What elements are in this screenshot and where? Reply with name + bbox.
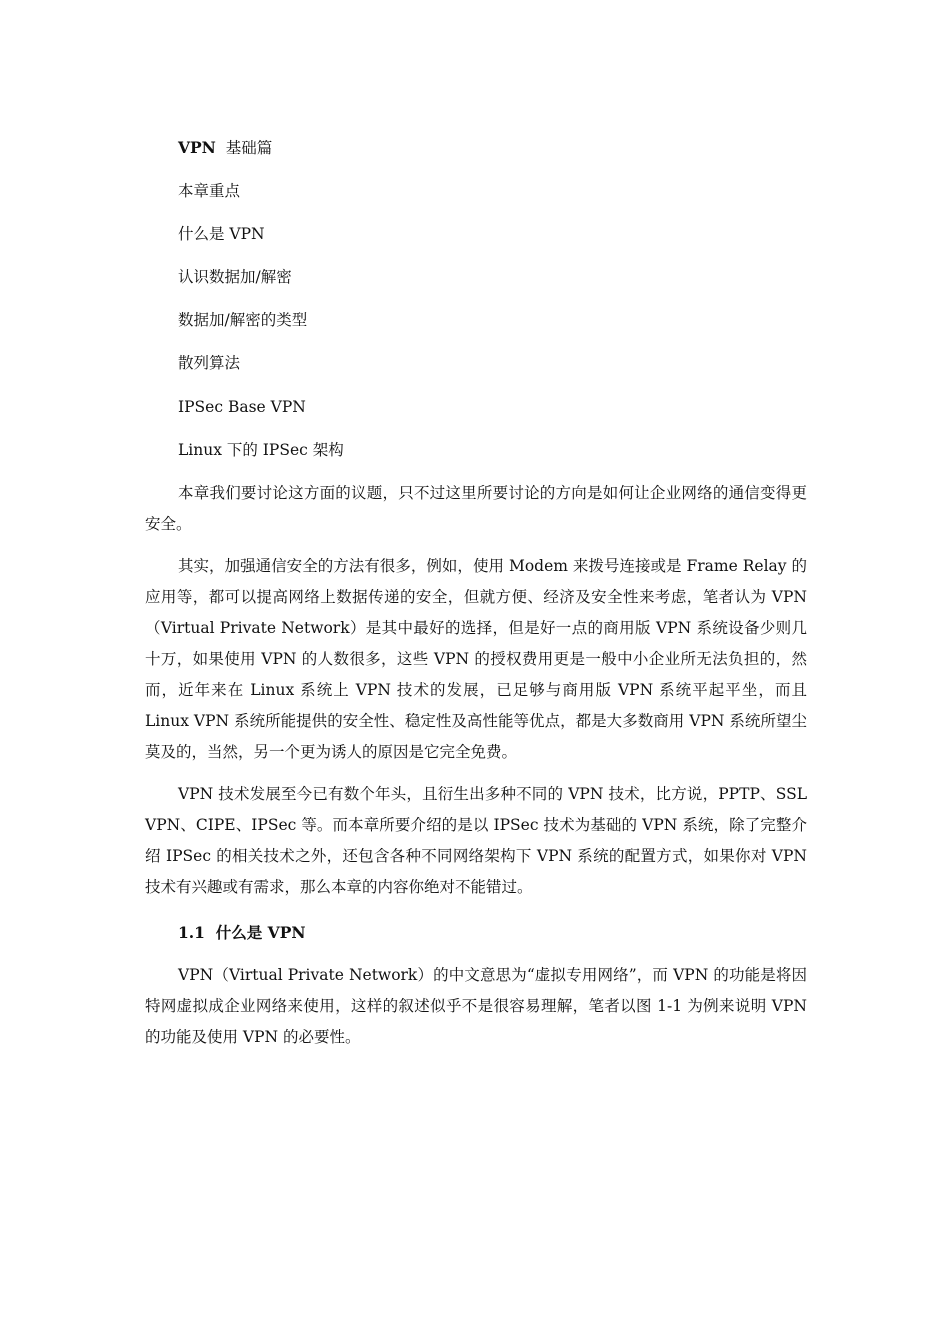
body-paragraph: VPN 技术发展至今已有数个年头，且衍生出多种不同的 VPN 技术，比方说，PPTP、SSL VPN、CIPE、IPSec 等。而本章所要介绍的是以 IPSec 技术为基础的 VPN 系统，除了完整介绍 IPSec 的相关技术之外，还包含各种不同网络架构下 VPN 系统的配置方式，如果你对 VPN 技术有兴趣或有需求，那么本章的内容你绝对不能错过。	[145, 785, 807, 896]
chapter-heading-rest: 基础篇	[225, 139, 273, 157]
section-number: 1.1	[178, 923, 205, 942]
section-paragraph: VPN（Virtual Private Network）的中文意思为“虚拟专用网络”，而 VPN 的功能是将因特网虚拟成企业网络来使用，这样的叙述似乎不是很容易理解，笔者以图 1-1 为例来说明 VPN 的功能及使用 VPN 的必要性。	[145, 966, 807, 1046]
key-point-item: Linux 下的 IPSec 架构	[178, 441, 344, 459]
body-paragraph: 本章我们要讨论这方面的议题，只不过这里所要讨论的方向是如何让企业网络的通信变得更安全。	[145, 484, 807, 533]
chapter-heading	[178, 138, 272, 158]
key-points-title: 本章重点	[178, 182, 241, 200]
section-heading	[178, 923, 306, 943]
key-point-item: 数据加/解密的类型	[178, 311, 308, 329]
key-point-item: 认识数据加/解密	[178, 268, 292, 286]
key-point-item: 散列算法	[178, 354, 241, 372]
chapter-heading-bold: VPN	[178, 138, 216, 157]
section-title: 什么是 VPN	[215, 923, 306, 942]
key-point-item: 什么是 VPN	[178, 225, 265, 243]
key-point-item: IPSec Base VPN	[178, 398, 306, 416]
body-paragraph: 其实，加强通信安全的方法有很多，例如，使用 Modem 来拨号连接或是 Frame Relay 的应用等，都可以提高网络上数据传递的安全，但就方便、经济及安全性来考虑，笔者认为 VPN（Virtual Private Network）是其中最好的选择，但是好一点的商用版 VPN 系统设备少则几十万，如果使用 VPN 的人数很多，这些 VPN 的授权费用更是一般中小企业所无法负担的，然而，近年来在 Linux 系统上 VPN 技术的发展，已足够与商用版 VPN 系统平起平坐，而且 Linux VPN 系统所能提供的安全性、稳定性及高性能等优点，都是大多数商用 VPN 系统所望尘莫及的，当然，另一个更为诱人的原因是它完全免费。	[145, 557, 807, 761]
